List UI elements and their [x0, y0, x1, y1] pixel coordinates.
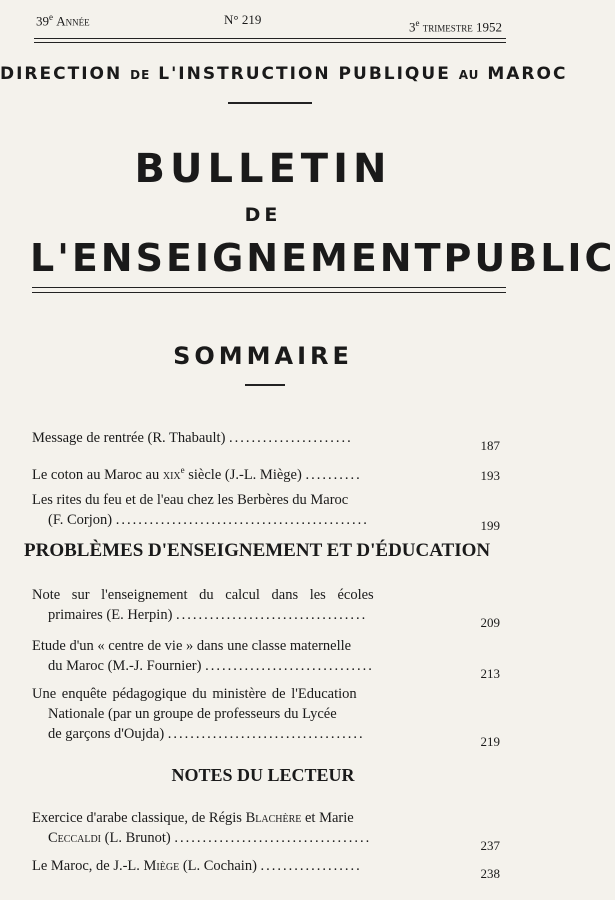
title-enseignement-public: L'ENSEIGNEMENT PUBLIC [30, 236, 615, 280]
toc-entry: Exercice d'arabe classique, de Régis Blachère et Marie Ceccaldi (L. Brunot) ................................... 237 [32, 808, 492, 848]
page-number: 213 [480, 666, 500, 681]
sommaire-heading: SOMMAIRE [173, 342, 353, 370]
page-number: 193 [480, 468, 500, 483]
toc-entry: Le coton au Maroc au xix$^e$ siècle (J.-L. Miège) .......... 193 [32, 460, 492, 480]
page-number: 219 [480, 734, 500, 749]
page-number: 237 [480, 838, 500, 853]
title-double-rule [32, 287, 506, 293]
direction-rule [228, 102, 312, 104]
issue-number: N° 219 [224, 12, 262, 27]
toc-entry: Note sur l'enseignement du calcul dans les écoles primaires (E. Herpin) .................................. 209 [32, 585, 492, 625]
toc-entry: Une enquête pédagogique du ministère de l'Education Nationale (par un groupe de professeurs du Lycée de garçons d'Oujda) ................................... 219 [32, 684, 492, 744]
toc-entry: Les rites du feu et de l'eau chez les Berbères du Maroc (F. Corjon) ............................................. 199 [32, 490, 492, 530]
sommaire-rule [245, 384, 285, 386]
page-number: 209 [480, 615, 500, 630]
volume-year: 39e Année [36, 12, 90, 29]
toc-entry: Etude d'un « centre de vie » dans une classe maternelle du Maroc (M.-J. Fournier) .............................. 213 [32, 636, 492, 676]
section-heading-notes: NOTES DU LECTEUR [171, 765, 355, 785]
toc-entry: Le Maroc, de J.-L. Miège (L. Cochain) .................. 238 [32, 856, 492, 876]
page-number: 187 [480, 438, 500, 453]
title-de: DE [244, 204, 282, 226]
direction-line: DIRECTION DE L'INSTRUCTION PUBLIQUE AU MAROC [0, 64, 568, 84]
toc-entry: Message de rentrée (R. Thabault) ...................... 187 [32, 428, 492, 448]
section-heading-problemes: PROBLÈMES D'ENSEIGNEMENT ET D'ÉDUCATION [24, 540, 491, 561]
page-number: 238 [480, 866, 500, 881]
quarter-label: 3e trimestre 1952 [408, 18, 502, 35]
page-number: 199 [480, 518, 500, 533]
running-header [36, 12, 502, 34]
title-bulletin: BULLETIN [134, 146, 392, 192]
header-double-rule [34, 38, 506, 43]
